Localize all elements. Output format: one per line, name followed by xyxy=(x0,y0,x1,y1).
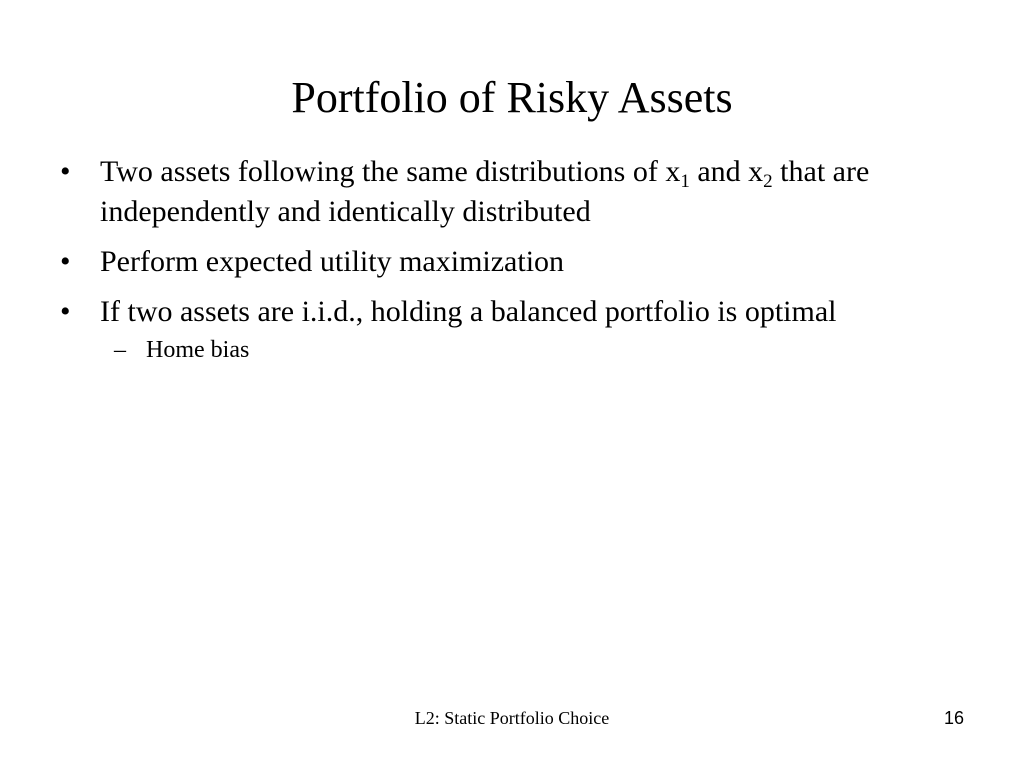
sub-bullet-list xyxy=(100,334,960,366)
slide-title: Portfolio of Risky Assets xyxy=(291,73,733,122)
bullet-text-1 xyxy=(100,155,869,228)
bullet-marker-icon: • xyxy=(60,155,71,188)
bullet-text-1-start: Two assets following the same distributions of x xyxy=(100,155,681,188)
sub-bullet-item xyxy=(100,334,960,366)
bullet-text-1-middle: and x xyxy=(689,155,764,188)
bullet-marker-icon: • xyxy=(60,245,71,278)
slide-number: 16 xyxy=(943,708,964,728)
bullet-item-3 xyxy=(60,292,960,366)
bullet-marker-icon: • xyxy=(60,295,71,328)
subscript-1: 1 xyxy=(680,171,690,192)
bullet-item-2 xyxy=(60,242,960,282)
bullet-list xyxy=(60,152,960,376)
bullet-text-3: If two assets are i.i.d., holding a balanced portfolio is optimal xyxy=(100,295,837,328)
bullet-text-1-end: that are independently and identically distributed xyxy=(100,155,870,228)
sub-bullet-text: Home bias xyxy=(146,337,250,363)
bullet-item-1 xyxy=(60,152,960,232)
dash-marker-icon: – xyxy=(114,337,126,363)
subscript-2: 2 xyxy=(763,171,773,192)
footer-title: L2: Static Portfolio Choice xyxy=(414,708,610,728)
bullet-text-2: Perform expected utility maximization xyxy=(100,245,565,278)
